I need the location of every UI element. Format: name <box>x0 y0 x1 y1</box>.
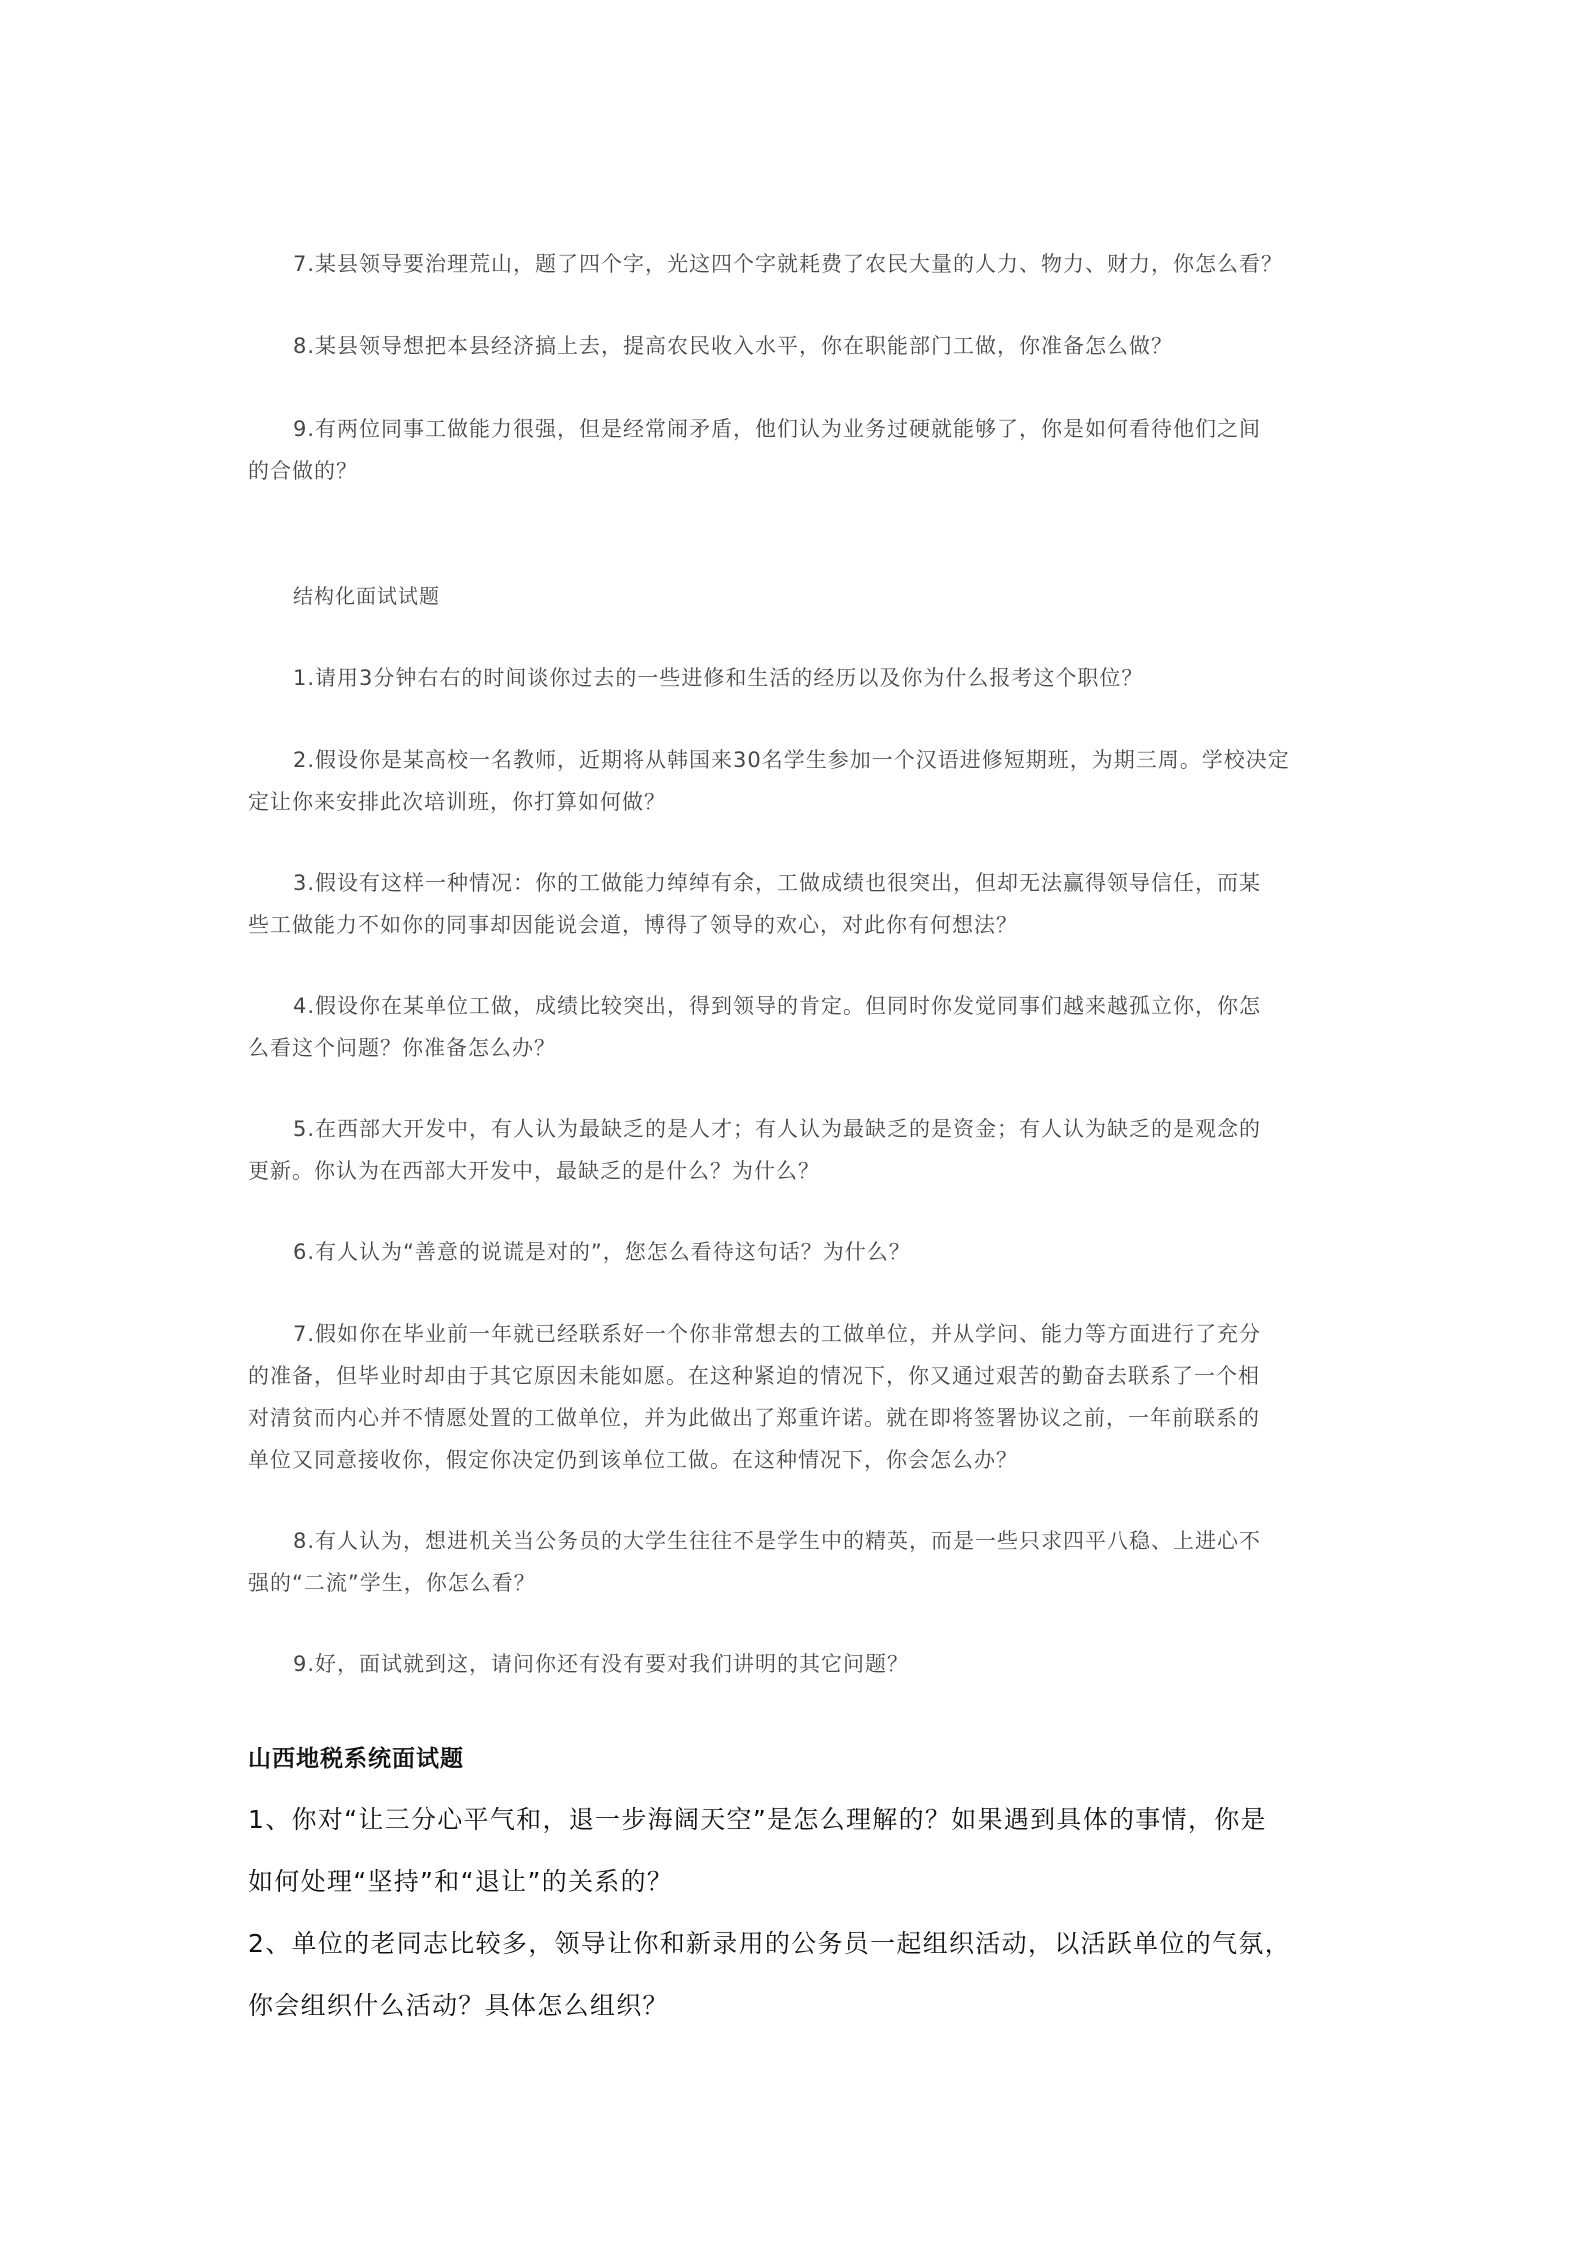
section-title-shanxi: 山西地税系统面试题 <box>248 1746 464 1772</box>
shanxi-question-2-line1: 2、单位的老同志比较多，领导让你和新录用的公务员一起组织活动，以活跃单位的气氛， <box>248 1929 1291 1958</box>
structured-question-7-line3: 对清贫而内心并不情愿处置的工做单位，并为此做出了郑重许诺。就在即将签署协议之前，一年前联系的 <box>248 1406 1260 1430</box>
structured-question-2-line1: 2.假设你是某高校一名教师，近期将从韩国来30名学生参加一个汉语进修短期班，为期三周。学校决定 <box>293 748 1290 772</box>
structured-question-5-line1: 5.在西部大开发中，有人认为最缺乏的是人才；有人认为最缺乏的是资金；有人认为缺乏的是观念的 <box>293 1117 1262 1141</box>
question-9-part1-line1: 9.有两位同事工做能力很强，但是经常闹矛盾，他们认为业务过硬就能够了，你是如何看待他们之间 <box>293 417 1262 441</box>
shanxi-question-2-line2: 你会组织什么活动？具体怎么组织？ <box>248 1991 669 2020</box>
structured-question-7-line4: 单位又同意接收你，假定你决定仍到该单位工做。在这种情况下，你会怎么办？ <box>248 1448 1018 1472</box>
question-7-part1: 7.某县领导要治理荒山，题了四个字，光这四个字就耗费了农民大量的人力、物力、财力，你怎么看？ <box>293 252 1284 276</box>
question-9-part1-line2: 的合做的？ <box>248 459 358 483</box>
shanxi-question-1-line1: 1、你对“让三分心平气和，退一步海阔天空”是怎么理解的？如果遇到具体的事情，你是 <box>248 1805 1267 1834</box>
structured-question-4-line2: 么看这个问题？你准备怎么办？ <box>248 1036 556 1060</box>
structured-question-4-line1: 4.假设你在某单位工做，成绩比较突出，得到领导的肯定。但同时你发觉同事们越来越孤立你，你怎 <box>293 994 1262 1018</box>
question-8-part1: 8.某县领导想把本县经济搞上去，提高农民收入水平，你在职能部门工做，你准备怎么做？ <box>293 334 1174 358</box>
structured-question-1: 1.请用3分钟右右的时间谈你过去的一些进修和生活的经历以及你为什么报考这个职位？ <box>293 666 1144 690</box>
structured-question-8-line1: 8.有人认为，想进机关当公务员的大学生往往不是学生中的精英，而是一些只求四平八稳、上进心不 <box>293 1529 1262 1553</box>
structured-question-6: 6.有人认为“善意的说谎是对的”，您怎么看待这句话？为什么？ <box>293 1240 911 1264</box>
structured-question-3-line2: 些工做能力不如你的同事却因能说会道，博得了领导的欢心，对此你有何想法？ <box>248 913 1018 937</box>
structured-question-9: 9.好，面试就到这，请问你还有没有要对我们讲明的其它问题？ <box>293 1652 910 1676</box>
structured-question-7-line1: 7.假如你在毕业前一年就已经联系好一个你非常想去的工做单位，并从学问、能力等方面进行了充分 <box>293 1322 1262 1346</box>
structured-question-5-line2: 更新。你认为在西部大开发中，最缺乏的是什么？为什么？ <box>248 1159 820 1183</box>
section-title-structured: 结构化面试试题 <box>293 584 440 608</box>
structured-question-3-line1: 3.假设有这样一种情况：你的工做能力绰绰有余，工做成绩也很突出，但却无法赢得领导信任，而某 <box>293 871 1262 895</box>
structured-question-8-line2: 强的“二流”学生，你怎么看？ <box>248 1571 536 1595</box>
structured-question-7-line2: 的准备，但毕业时却由于其它原因未能如愿。在这种紧迫的情况下，你又通过艰苦的勤奋去联系了一个相 <box>248 1364 1260 1388</box>
structured-question-2-line2: 定让你来安排此次培训班，你打算如何做？ <box>248 790 666 814</box>
shanxi-question-1-line2: 如何处理“坚持”和“退让”的关系的？ <box>248 1867 674 1896</box>
